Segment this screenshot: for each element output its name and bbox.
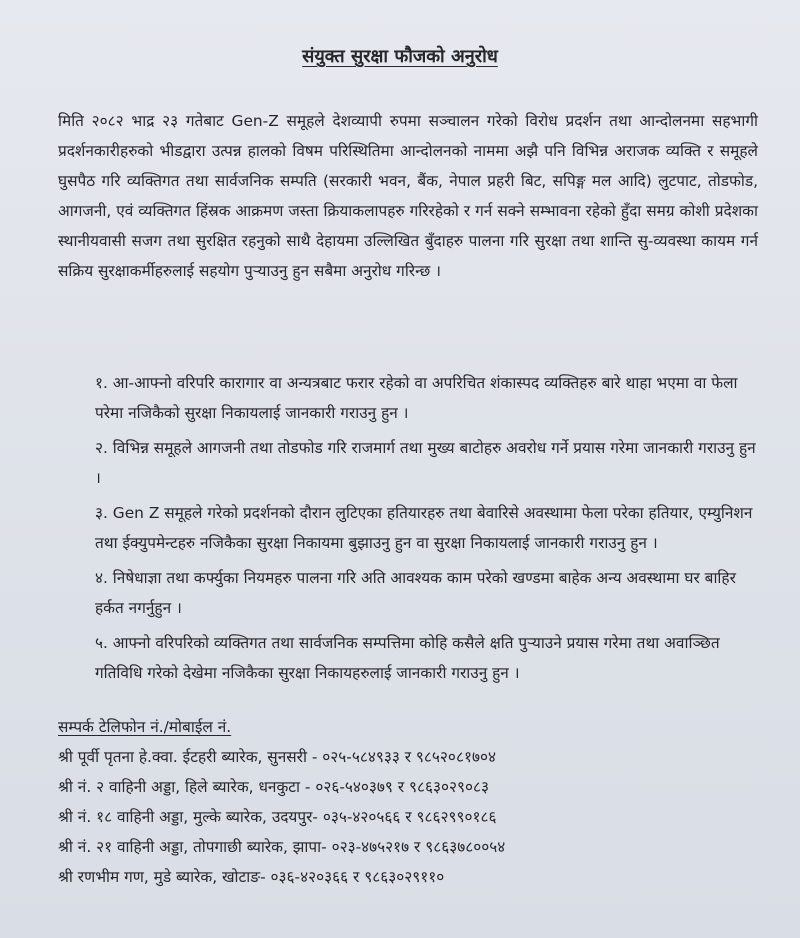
page-title: संयुक्त सुरक्षा फौजको अनुरोध — [302, 46, 498, 67]
list-item: ४. निषेधाज्ञा तथा कर्फ्युका नियमहरु पालना गरि अति आवश्यक काम परेको खण्डमा बाहेक अन्य अवस्थामा घर बाहिर हर्कत नगर्नुहुन । — [95, 569, 736, 617]
contacts-section — [58, 712, 758, 892]
contact-row: श्री रणभीम गण, मुडे ब्यारेक, खोटाङ- ०३६-४२०३६६ र ९८६३०२९११० — [58, 868, 445, 886]
list-item: ५. आफ्नो वरिपरिको व्यक्तिगत तथा सार्वजनिक सम्पत्तिमा कोहि कसैले क्षति पुऱ्याउने प्रयास गरेमा तथा अवाञ्छित गतिविधि गरेको देखेमा नजिकैका सुरक्षा निकायहरुलाई जानकारी गराउनु हुन । — [95, 634, 720, 682]
intro-paragraph: मिति २०८२ भाद्र २३ गतेबाट Gen-Z समूहले देशव्यापी रुपमा सञ्चालन गरेको विरोध प्रदर्शन तथा आन्दोलनमा सहभागी प्रदर्शनकारीहरुको भीडद्वारा उत्पन्न हालको विषम परिस्थितिमा आन्दोलनको नाममा अझै पनि विभिन्न अराजक व्यक्ति र समूहले घुसपैठ गरि व्यक्तिगत तथा सार्वजनिक सम्पति (सरकारी भवन, बैंक, नेपाल प्रहरी बिट, सपिङ्ग मल आदि) लुटपाट, तोडफोड, आगजनी, एवं व्यक्तिगत हिंस्रक आक्रमण जस्ता क्रियाकलापहरु गरिरहेको र गर्न सक्ने सम्भावना रहेको हुँदा समग्र कोशी प्रदेशका स्थानीयवासी सजग तथा सुरक्षित रहनुको साथै देहायमा उल्लिखित बुँदाहरु पालना गरि सुरक्षा तथा शान्ति सु-व्यवस्था कायम गर्न सक्रिय सुरक्षाकर्मीहरुलाई सहयोग पुऱ्याउनु हुन सबैमा अनुरोध गरिन्छ । — [58, 112, 758, 280]
contact-row: श्री नं. २१ वाहिनी अड्डा, तोपगाछी ब्यारेक, झापा- ०२३-४७५२१७ र ९८६३७८००५४ — [58, 838, 506, 856]
contact-row: श्री नं. १८ वाहिनी अड्डा, मुल्के ब्यारेक, उदयपुर- ०३५-४२०५६६ र ९८६२९९०१८६ — [58, 808, 497, 826]
instruction-list — [95, 368, 760, 693]
contact-row: श्री पूर्वी पृतना हे.क्वा. ईटहरी ब्यारेक, सुनसरी - ०२५-५८४९३३ र ९८५२०८१७०४ — [58, 748, 496, 766]
list-item: २. विभिन्न समूहले आगजनी तथा तोडफोड गरि राजमार्ग तथा मुख्य बाटोहरु अवरोध गर्ने प्रयास गरेमा जानकारी गराउनु हुन । — [95, 439, 756, 487]
list-item: ३. Gen Z समूहले गरेको प्रदर्शनको दौरान लुटिएका हतियारहरु तथा बेवारिसे अवस्थामा फेला परेका हतियार, एम्युनिशन तथा ईक्युपमेन्टहरु नजिकैका सुरक्षा निकायमा बुझाउनु हुन वा सुरक्षा निकायलाई जानकारी गराउनु हुन । — [95, 504, 753, 552]
contact-row: श्री नं. २ वाहिनी अड्डा, हिले ब्यारेक, धनकुटा - ०२६-५४०३७९ र ९८६३०२९०८३ — [58, 778, 490, 796]
list-item: १. आ-आफ्नो वरिपरि कारागार वा अन्यत्रबाट फरार रहेको वा अपरिचित शंकास्पद व्यक्तिहरु बारे थाहा भएमा वा फेला परेमा नजिकैको सुरक्षा निकायलाई जानकारी गराउनु हुन । — [95, 374, 738, 422]
contacts-heading: सम्पर्क टेलिफोन नं./मोबाईल नं. — [58, 718, 232, 736]
